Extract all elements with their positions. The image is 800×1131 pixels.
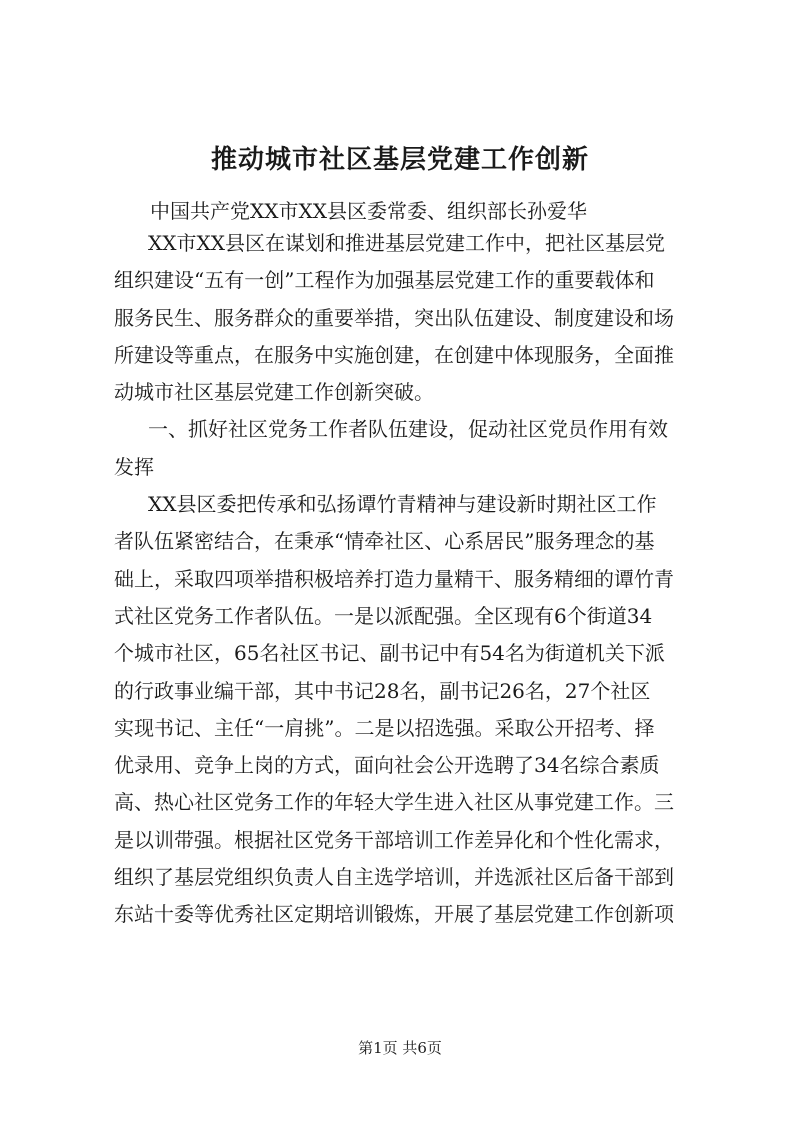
text-line: 服务民生、服务群众的重要举措，突出队伍建设、制度建设和场 (114, 305, 674, 330)
document-title: 推动城市社区基层党建工作创新 (210, 145, 589, 175)
text-line: 的行政事业编干部，其中书记28名，副书记26名，27个社区 (114, 678, 651, 703)
text-line: 东站十委等优秀社区定期培训锻炼，开展了基层党建工作创新项 (114, 902, 674, 927)
text-line: 式社区党务工作者队伍。一是以派配强。全区现有6个街道34 (114, 603, 653, 628)
text-line: 个城市社区，65名社区书记、副书记中有54名为街道机关下派 (114, 641, 665, 666)
text-line: XX县区委把传承和弘扬谭竹青精神与建设新时期社区工作 (148, 492, 657, 517)
text-line: 础上，采取四项举措积极培养打造力量精干、服务精细的谭竹青 (114, 566, 674, 591)
text-line: 发挥 (114, 454, 154, 479)
text-line: 优录用、竞争上岗的方式，面向社会公开选聘了34名综合素质 (114, 753, 660, 778)
text-line: 者队伍紧密结合，在秉承“情牵社区、心系居民”服务理念的基 (114, 529, 655, 554)
text-line: 实现书记、主任“一肩挑”。二是以招选强。采取公开招考、择 (114, 715, 655, 740)
body-text (114, 225, 714, 934)
text-line: 一、抓好社区党务工作者队伍建设，促动社区党员作用有效 (148, 417, 668, 442)
author-line: 中国共产党XX市XX县区委常委、组织部长孙爱华 (150, 199, 587, 223)
text-line: 是以训带强。根据社区党务干部培训工作差异化和个性化需求， (114, 827, 674, 852)
page-footer: 第1页 共6页 (358, 1039, 442, 1057)
text-line: 高、热心社区党务工作的年轻大学生进入社区从事党建工作。三 (114, 790, 674, 815)
text-line: 动城市社区基层党建工作创新突破。 (114, 380, 434, 405)
text-line: 组织了基层党组织负责人自主选学培训，并选派社区后备干部到 (114, 865, 674, 890)
text-line: 组织建设“五有一创”工程作为加强基层党建工作的重要载体和 (114, 268, 655, 293)
text-line: 所建设等重点，在服务中实施创建，在创建中体现服务，全面推 (114, 342, 674, 367)
text-line: XX市XX县区在谋划和推进基层党建工作中，把社区基层党 (148, 231, 665, 255)
